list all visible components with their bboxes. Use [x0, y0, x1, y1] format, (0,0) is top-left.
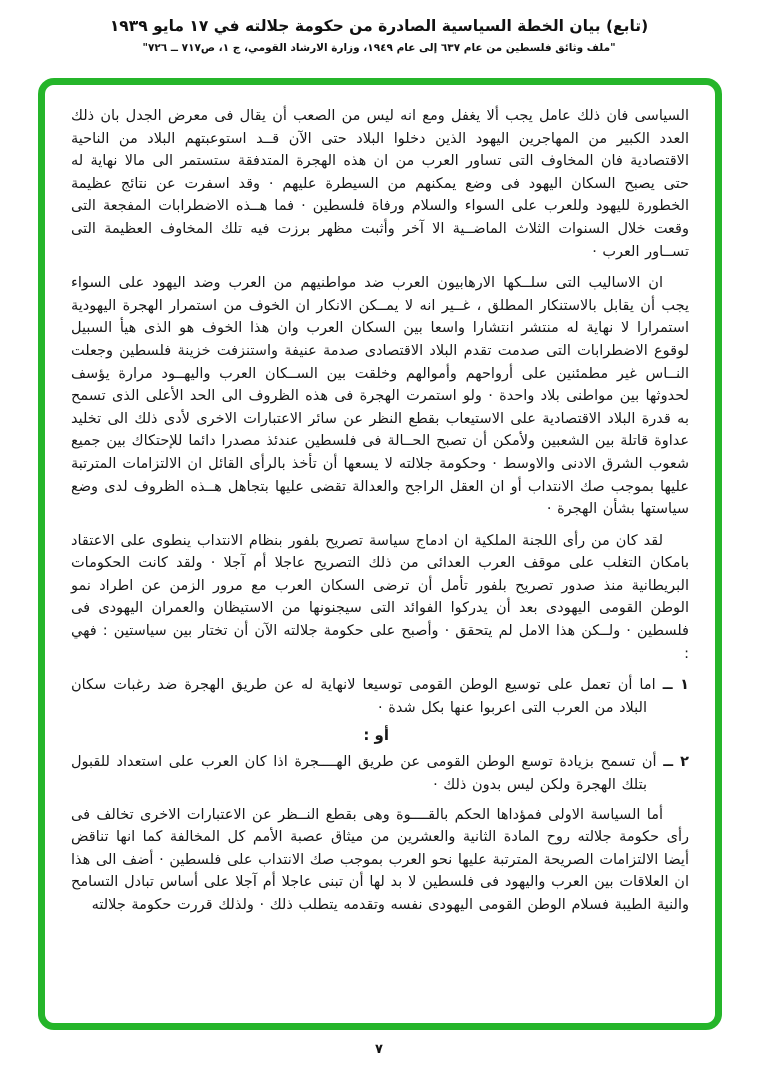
list-item-2	[71, 751, 689, 796]
paragraph-3: لقد كان من رأى اللجنة الملكية ان ادماج سياسة تصريح بلفور بنظام الانتداب ينطوى على الاعتقاد بامكان التغلب على موقف العرب العدائى من ذلك التصريح عاجلا أم آجلا · ولقد كانت الحكومات البريطانية منذ صدور تصريح بلفور تأمل أن ترضى السكان العرب مع مرور الزمن عن اطراد نمو الوطن القومى اليهودى بعد أن يدركوا الفوائد التى سيجنونها من الاستيظان والعمران اليهودى فى فلسطين · ولــكن هذا الامل لم يتحقق · وأصبح على حكومة جلالته الآن أن تختار بين سياستين : فهي :	[71, 532, 689, 662]
paragraph-4: أما السياسة الاولى فمؤداها الحكم بالقــــوة وهى بقطع النــظر عن الاعتبارات الاخرى تخالف فى رأى حكومة جلالته روح المادة الثانية والعشرين من ميثاق عصبة الأمم كل المخالفة كما انها تناقض أيضا الالتزامات الصريحة المترتبة عليها نحو العرب بموجب صك الانتداب على فلسطين · أضف الى هذا ان العلاقات بين العرب واليهود فى فلسطين لا بد لها أن تبنى عاجلا أم آجلا على أساس تبادل التسامح والنية الطيبة فسلام الوطن القومى اليهودى نفسه وتقدمه يتطلب ذلك · ولذلك قررت حكومة جلالته	[71, 806, 689, 913]
document-title: (تابع) بيان الخطة السياسية الصادرة من حكومة جلالته في ١٧ مايو ١٩٣٩	[109, 17, 649, 35]
list-item-1-marker: ١ ــ	[662, 677, 689, 694]
list-item-1	[71, 674, 689, 719]
or-separator: أو :	[363, 726, 389, 745]
text-frame	[38, 78, 722, 1030]
document-source-line: "ملف وثائق فلسطين من عام ٦٣٧ إلى عام ١٩٤٩، وزارة الارشاد القومي، ج ١، ص٧١٧ ــ ٧٢٦"	[142, 42, 616, 54]
list-item-1-text: اما أن تعمل على توسيع الوطن القومى توسيعا لانهاية له عن طريق الهجرة ضد رغبات سكان البلاد من العرب التى اعربوا عنها بكل شدة ·	[71, 677, 656, 716]
page-number: ٧	[375, 1042, 383, 1057]
list-item-2-text: أن تسمح بزيادة توسع الوطن القومى عن طريق الهــــجرة اذا كان العرب على استعداد للقبول بتلك الهجرة ولكن ليس بدون ذلك ·	[71, 754, 657, 794]
page-header	[0, 0, 758, 54]
paragraph-1: السياسى فان ذلك عامل يجب ألا يغفل ومع انه ليس من الصعب أن يقال فى معرض الجدل بان ذلك العدد الكبير من المهاجرين اليهود الذين دخلوا البلاد حتى الآن قــد استوعبتهم البلاد من الناحية الاقتصادية فان المخاوف التى تساور العرب من ان هذه الهجرة المتدفقة ستستمر الى مالا نهاية له حتى يصبح السكان اليهود فى وضع يمكنهم من السيطرة عليهم · وقد اسفرت عن نتائج عظيمة الخطورة لليهود وللعرب على السواء والسلام ورفاة فلسطين · فما هــذه الاضطرابات المفجعة التى وقعت خلال السنوات الثلاث الماضــية الا آخر وأثبت مظهر برزت فيه تلك المخاوف العظيمة التى تســاور العرب ·	[71, 108, 689, 260]
paragraph-2: ان الاساليب التى سلــكها الارهابيون العرب ضد مواطنيهم من العرب وضد اليهود على السواء يجب أن يقابل بالاستنكار المطلق ، غــير انه لا يمــكن الانكار ان الخوف من استمرار الهجرة اليهودية استمرارا لا نهاية له منتشر انتشارا واسعا بين السكان العرب وان هذا الخوف هو الذى هيأ السبيل لوقوع الاضطرابات التى صدمت تقدم البلاد الاقتصادى صدمة عنيفة واستنزفت خزينة فلسطين وجعلت النــاس غير مطمئنين على أرواحهم وأموالهم وخلقت بين الســكان العرب واليهــود مرارة يؤسف لحدوثها بين مواطنى بلاد واحدة · ولو استمرت الهجرة فى هذه الظروف الى الحد الأعلى الذى تسمح به قدرة البلاد الاقتصادية على الاستيعاب بقطع النظر عن سائر الاعتبارات الاخرى لأدى ذلك الى تخليد عداوة قاتلة بين الشعبين ولأمكن أن تصبح الحــالة فى فلسطين عندئذ مصدرا دائما للإحتكاك بين جميع شعوب الشرق الادنى والاوسط · وحكومة جلالته لا يسعها أن تأخذ بالرأى القائل ان الالتزامات المترتبة عليها بموجب صك الانتداب أو ان العقل الراجح والعدالة تقضى عليها بتجاهل هــذه الظروف لدى وضع سياستها بشأن الهجرة ·	[71, 275, 689, 518]
list-item-2-marker: ٢ ــ	[663, 754, 690, 771]
